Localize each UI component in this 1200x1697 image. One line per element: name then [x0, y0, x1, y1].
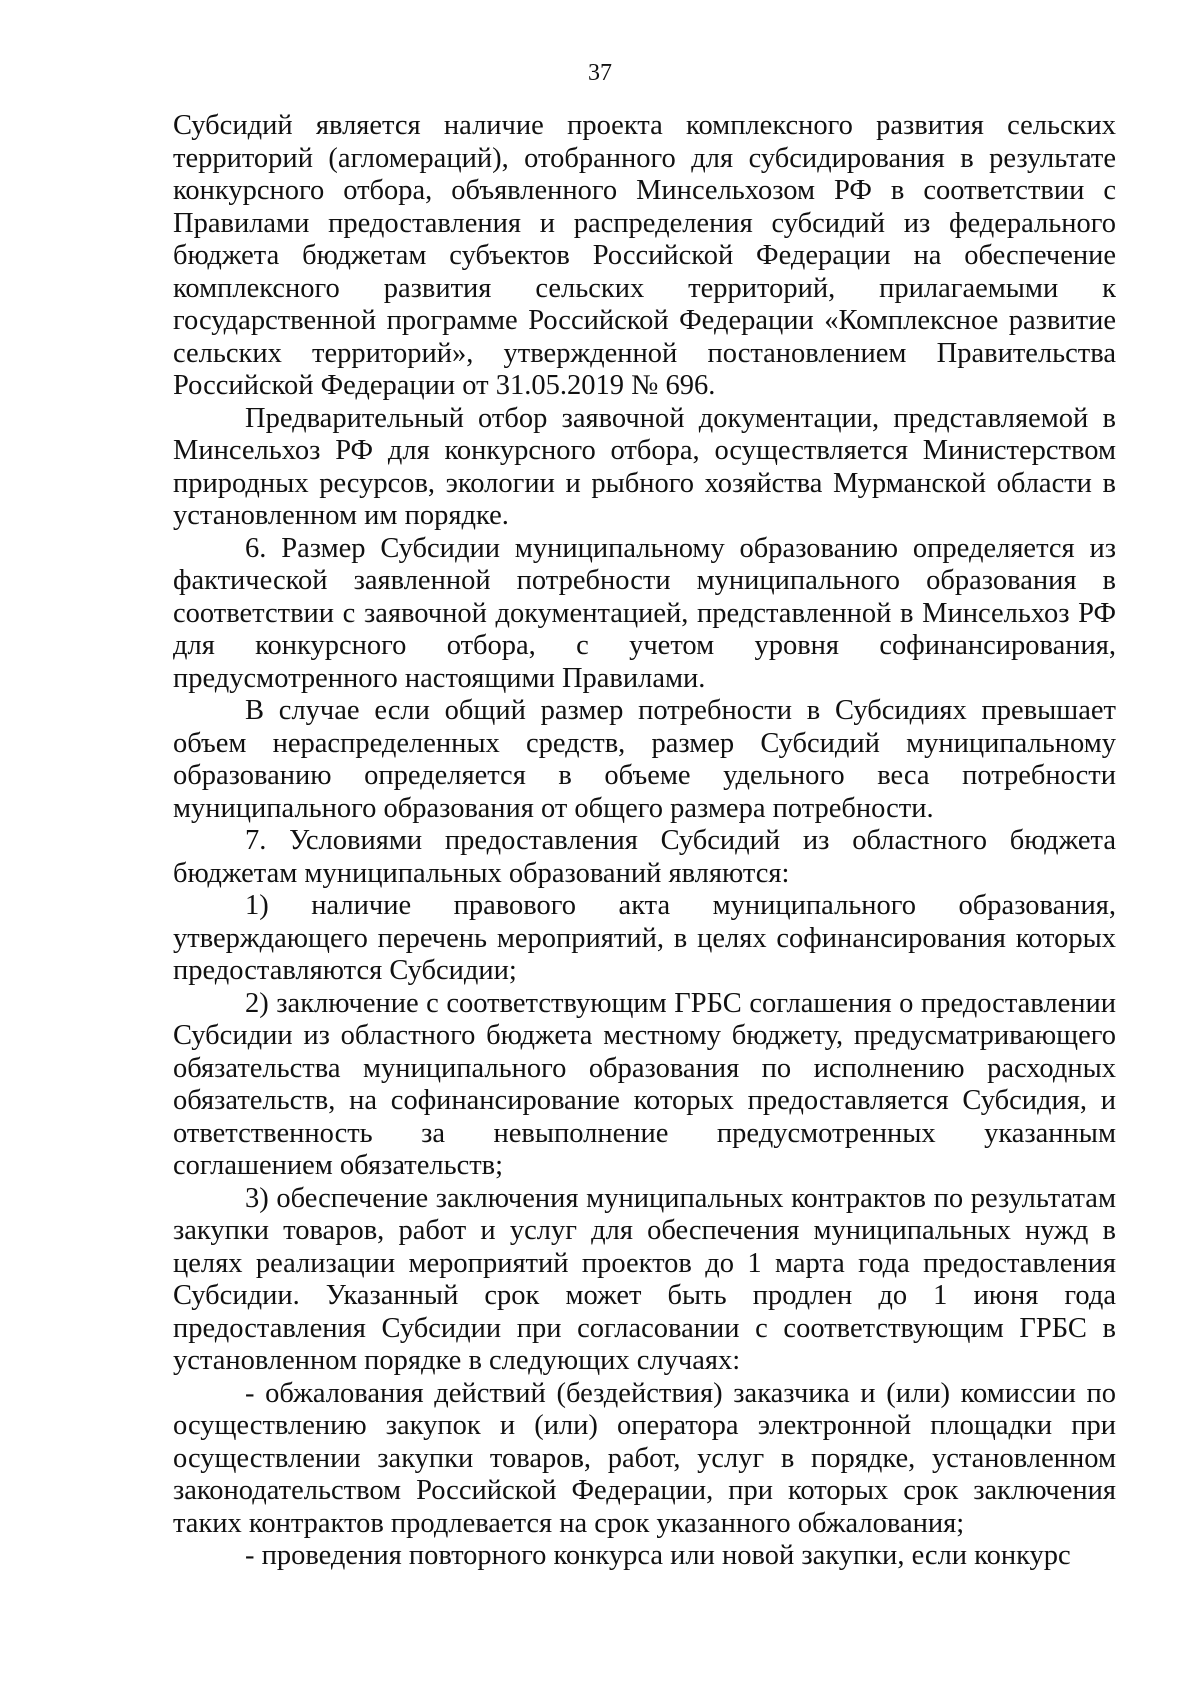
paragraph-item-7-conditions: 7. Условиями предоставления Субсидий из областного бюджета бюджетам муниципальных образований являются:	[173, 825, 1116, 889]
paragraph-continuation: Субсидий является наличие проекта комплексного развития сельских территорий (агломераций), отобранного для субсидирования в результате конкурсного отбора, объявленного Минсельхозом РФ в соответствии с Правилами предоставления и распределения субсидий из федерального бюджета бюджетам субъектов Российской Федерации на обеспечение комплексного развития сельских территорий, прилагаемыми к государственной программе Российской Федерации «Комплексное развитие сельских территорий», утвержденной постановлением Правительства Российской Федерации от 31.05.2019 № 696.	[173, 110, 1116, 401]
page-number: 37	[588, 60, 612, 86]
paragraph-preliminary-selection: Предварительный отбор заявочной документации, представляемой в Минсельхоз РФ для конкурсного отбора, осуществляется Министерством природных ресурсов, экологии и рыбного хозяйства Мурманской области в установленном им порядке.	[173, 402, 1116, 531]
paragraph-condition-1: 1) наличие правового акта муниципального образования, утверждающего перечень мероприятий, в целях софинансирования которых предоставляются Субсидии;	[173, 890, 1116, 986]
document-body	[173, 110, 1116, 1573]
paragraph-condition-2: 2) заключение с соответствующим ГРБС соглашения о предоставлении Субсидии из областного бюджета местному бюджету, предусматривающего обязательства муниципального образования по исполнению расходных обязательств, на софинансирование которых предоставляется Субсидия, и ответственность за невыполнение предусмотренных указанным соглашением обязательств;	[173, 987, 1116, 1181]
paragraph-case-appeal: - обжалования действий (бездействия) заказчика и (или) комиссии по осуществлению закупок и (или) оператора электронной площадки при осуществлении закупки товаров, работ, услуг в порядке, установленном законодательством Российской Федерации, при которых срок заключения таких контрактов продлевается на срок указанного обжалования;	[173, 1377, 1116, 1539]
paragraph-case-repeat-tender: - проведения повторного конкурса или новой закупки, если конкурс	[245, 1540, 1071, 1571]
paragraph-condition-3: 3) обеспечение заключения муниципальных контрактов по результатам закупки товаров, работ и услуг для обеспечения муниципальных нужд в целях реализации мероприятий проектов до 1 марта года предоставления Субсидии. Указанный срок может быть продлен до 1 июня года предоставления Субсидии при согласовании с соответствующим ГРБС в установленном порядке в следующих случаях:	[173, 1182, 1116, 1376]
paragraph-item-6-subsidy-size: 6. Размер Субсидии муниципальному образованию определяется из фактической заявленной потребности муниципального образования в соответствии с заявочной документацией, представленной в Минсельхоз РФ для конкурсного отбора, с учетом уровня софинансирования, предусмотренного настоящими Правилами.	[173, 532, 1116, 694]
paragraph-excess-demand: В случае если общий размер потребности в Субсидиях превышает объем нераспределенных средств, размер Субсидий муниципальному образованию определяется в объеме удельного веса потребности муниципального образования от общего размера потребности.	[173, 695, 1116, 824]
